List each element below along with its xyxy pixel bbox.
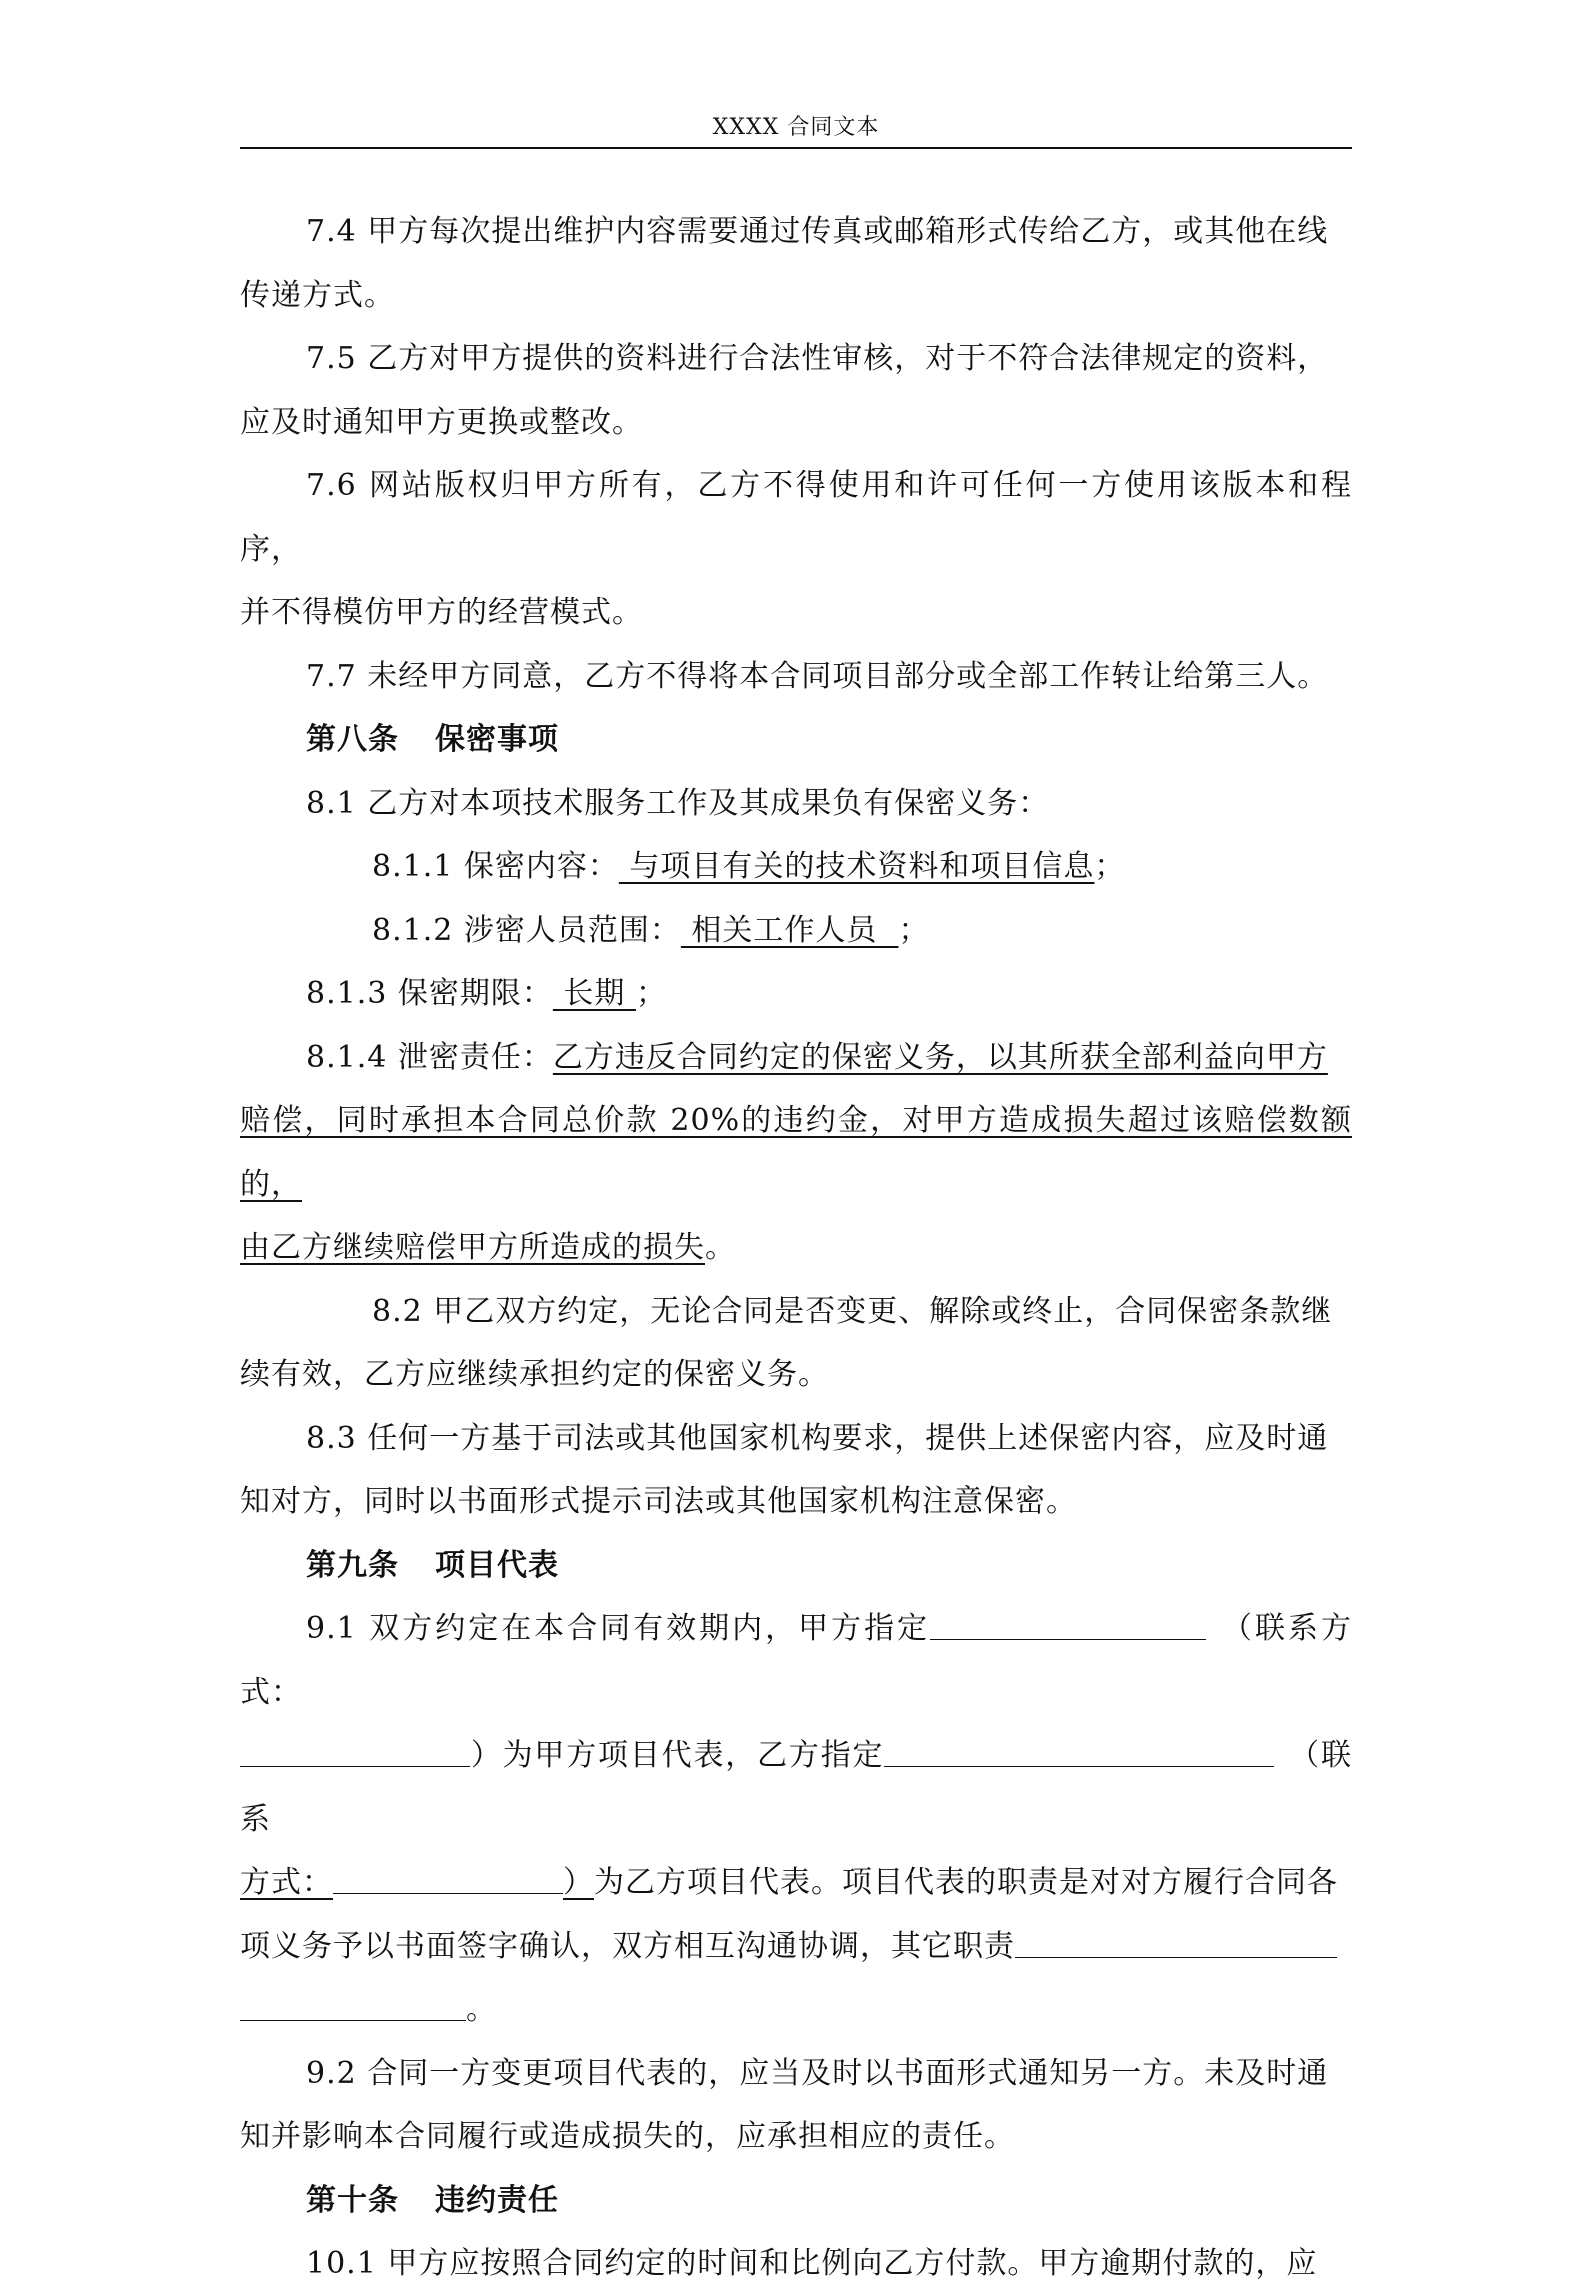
clause-7-4-line1: 7.4 甲方每次提出维护内容需要通过传真或邮箱形式传给乙方，或其他在线: [306, 214, 1329, 249]
article-9-number: 第九条: [306, 1547, 399, 1583]
clause-8-1-1: [240, 835, 1352, 899]
clause-9-2-line2: 知并影响本合同履行或造成损失的，应承担相应的责任。: [240, 2119, 1015, 2154]
clause-7-6-line2: 并不得模仿甲方的经营模式。: [240, 595, 643, 630]
clause-9-2-line1: 9.2 合同一方变更项目代表的，应当及时以书面形式通知另一方。未及时通: [306, 2055, 1329, 2091]
fill-in-blank: [884, 1736, 1274, 1767]
fill-in-blank: [1015, 1927, 1337, 1958]
article-10-heading: [240, 2169, 1352, 2233]
clause-7-4-line2: 传递方式。: [240, 277, 395, 313]
clause-7-5-line2: 应及时通知甲方更换或整改。: [240, 404, 643, 440]
clause-9-1-text-a1: 9.1 双方约定在本合同有效期内，甲方指定: [306, 1611, 931, 1646]
clause-9-1-line5: [240, 1978, 1352, 2042]
clause-8-1-1-end: ；: [1094, 849, 1126, 884]
clause-8-1-3: [240, 962, 1352, 1026]
clause-8-1-2-end: ；: [898, 912, 930, 948]
clause-8-1: 8.1 乙方对本项技术服务工作及其成果负有保密义务：: [306, 785, 1050, 821]
article-8-heading: [240, 708, 1352, 772]
clause-9-1-text-d: 项义务予以书面签字确认，双方相互沟通协调，其它职责: [240, 1928, 1015, 1964]
clause-7-7: 7.7 未经甲方同意，乙方不得将本合同项目部分或全部工作转让给第三人。: [306, 658, 1329, 694]
header-rule: [240, 147, 1352, 149]
clause-8-1-4-value-b: 赔偿，同时承担本合同总价款 20%的违约金，对甲方造成损失超过该赔偿数额的，: [240, 1103, 1352, 1202]
clause-8-1-2-value: 相关工作人员: [680, 912, 899, 948]
article-10-title: 违约责任: [435, 2182, 559, 2218]
clause-8-3-line2: 知对方，同时以书面形式提示司法或其他国家机构注意保密。: [240, 1484, 1077, 1519]
clause-9-1-text-b1: ）为甲方项目代表，乙方指定: [470, 1738, 885, 1773]
clause-8-1-3-end: ；: [635, 976, 667, 1011]
clause-8-1-3-label: 8.1.3 保密期限：: [306, 976, 553, 1011]
article-10-number: 第十条: [306, 2182, 399, 2218]
article-8-title: 保密事项: [435, 722, 559, 757]
clause-8-1-4-line1: [240, 1026, 1352, 1090]
clause-9-1-text-c2: ）: [563, 1865, 594, 1900]
clause-9-1-text-b2: （联系: [240, 1738, 1352, 1837]
clause-9-1-text-c3: 为乙方项目代表。项目代表的职责是对对方履行合同各: [594, 1865, 1338, 1900]
clause-8-1-4-value-a: 乙方违反合同约定的保密义务，以其所获全部利益向甲方: [552, 1039, 1328, 1075]
clause-8-1-1-label: 8.1.1 保密内容：: [372, 849, 619, 884]
clause-9-1-line2: [240, 1724, 1352, 1851]
clause-8-1-4-value-c: 由乙方继续赔偿甲方所造成的损失: [240, 1230, 705, 1265]
clause-8-1-4-label: 8.1.4 泄密责任：: [306, 1039, 553, 1075]
clause-8-1-2: [240, 899, 1352, 963]
clause-10-1-line1: 10.1 甲方应按照合同约定的时间和比例向乙方付款。甲方逾期付款的，应: [306, 2246, 1318, 2281]
clause-9-1-line3: [240, 1851, 1352, 1915]
clause-8-2-line2: 续有效，乙方应继续承担约定的保密义务。: [240, 1357, 829, 1392]
clause-8-1-1-value: 与项目有关的技术资料和项目信息: [618, 849, 1095, 884]
page-header: XXXX 合同文本: [712, 115, 880, 140]
clause-9-1-text-e: 。: [466, 1992, 497, 2027]
clause-9-1-text-c1: 方式：: [240, 1865, 333, 1900]
fill-in-blank: [240, 1736, 470, 1767]
clause-7-5-line1: 7.5 乙方对甲方提供的资料进行合法性审核，对于不符合法律规定的资料，: [306, 341, 1329, 376]
clause-8-1-4-end: 。: [705, 1230, 736, 1265]
article-8-number: 第八条: [306, 722, 399, 757]
article-9-heading: [240, 1534, 1352, 1598]
fill-in-blank: [333, 1863, 563, 1894]
clause-8-3-line1: 8.3 任何一方基于司法或其他国家机构要求，提供上述保密内容，应及时通: [306, 1420, 1329, 1456]
document-body: [240, 200, 1352, 2296]
article-9-title: 项目代表: [435, 1547, 559, 1583]
clause-9-1-text-a2: （联系方式：: [240, 1611, 1353, 1710]
clause-8-1-2-label: 8.1.2 涉密人员范围：: [372, 912, 681, 948]
clause-8-1-4-line3: [240, 1216, 1352, 1280]
clause-8-1-4-line2: [240, 1089, 1352, 1216]
clause-7-6-line1: 7.6 网站版权归甲方所有，乙方不得使用和许可任何一方使用该版本和程序，: [240, 468, 1352, 567]
fill-in-blank: [240, 1990, 466, 2021]
clause-8-1-3-value: 长期: [552, 976, 636, 1011]
clause-9-1-line4: [240, 1915, 1352, 1979]
fill-in-blank: [930, 1609, 1206, 1640]
clause-8-2-line1: 8.2 甲乙双方约定，无论合同是否变更、解除或终止，合同保密条款继: [372, 1293, 1333, 1329]
clause-9-1-line1: [240, 1597, 1352, 1724]
